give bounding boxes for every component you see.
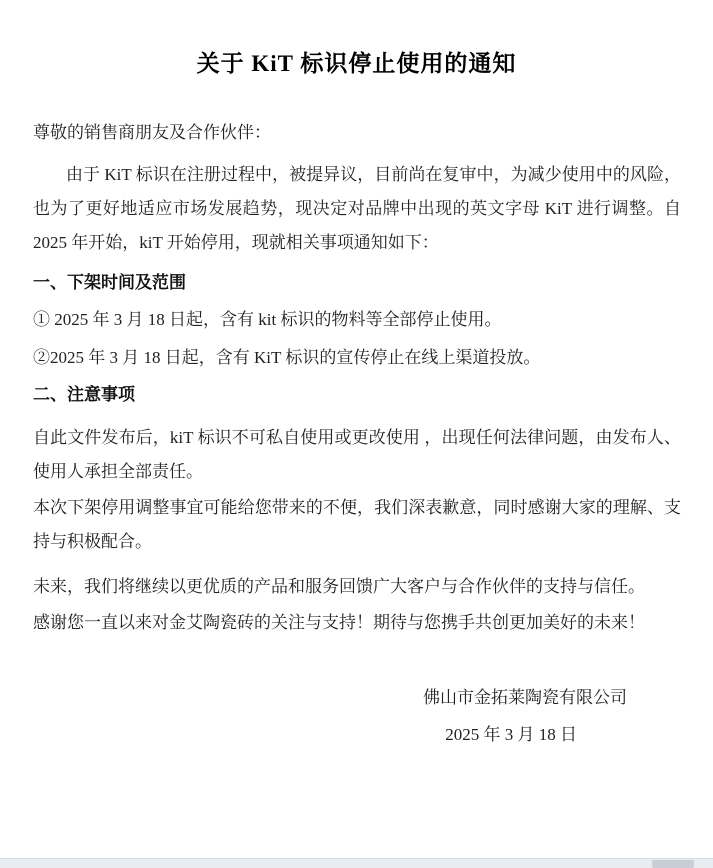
intro-paragraph: 由于 KiT 标识在注册过程中，被提异议，目前尚在复审中，为减少使用中的风险，也为了更好地适应市场发展趋势，现决定对品牌中出现的英文字母 KiT 进行调整。自 2025 年开始，kiT 开始停用，现就相关事项通知如下： [33,165,681,252]
signature-date: 2025 年 3 月 18 日 [445,725,577,744]
notice-paragraph-3: 未来，我们将继续以更优质的产品和服务回馈广大客户与合作伙伴的支持与信任。 [33,577,645,596]
notice-paragraph-2: 本次下架停用调整事宜可能给您带来的不便，我们深表歉意，同时感谢大家的理解、支持与积极配合。 [33,498,681,551]
section-1-item-2: ②2025 年 3 月 18 日起，含有 KiT 标识的宣传停止在线上渠道投放。 [33,348,541,367]
horizontal-scrollbar-thumb[interactable] [652,860,694,868]
salutation: 尊敬的销售商朋友及合作伙伴： [33,123,271,142]
signature-company: 佛山市金拓莱陶瓷有限公司 [423,688,627,707]
notice-title: 关于 KiT 标识停止使用的通知 [196,51,517,76]
section-1-item-1: ① 2025 年 3 月 18 日起，含有 kit 标识的物料等全部停止使用。 [33,310,502,329]
section-2-heading: 二、注意事项 [33,385,135,404]
notice-paragraph-4: 感谢您一直以来对金艾陶瓷砖的关注与支持！期待与您携手共创更加美好的未来！ [33,613,645,632]
notice-paragraph-1: 自此文件发布后，kiT 标识不可私自使用或更改使用 ，出现任何法律问题，由发布人、使用人承担全部责任。 [33,428,681,481]
section-1-heading: 一、下架时间及范围 [33,273,186,292]
horizontal-scrollbar-track[interactable] [0,858,713,868]
